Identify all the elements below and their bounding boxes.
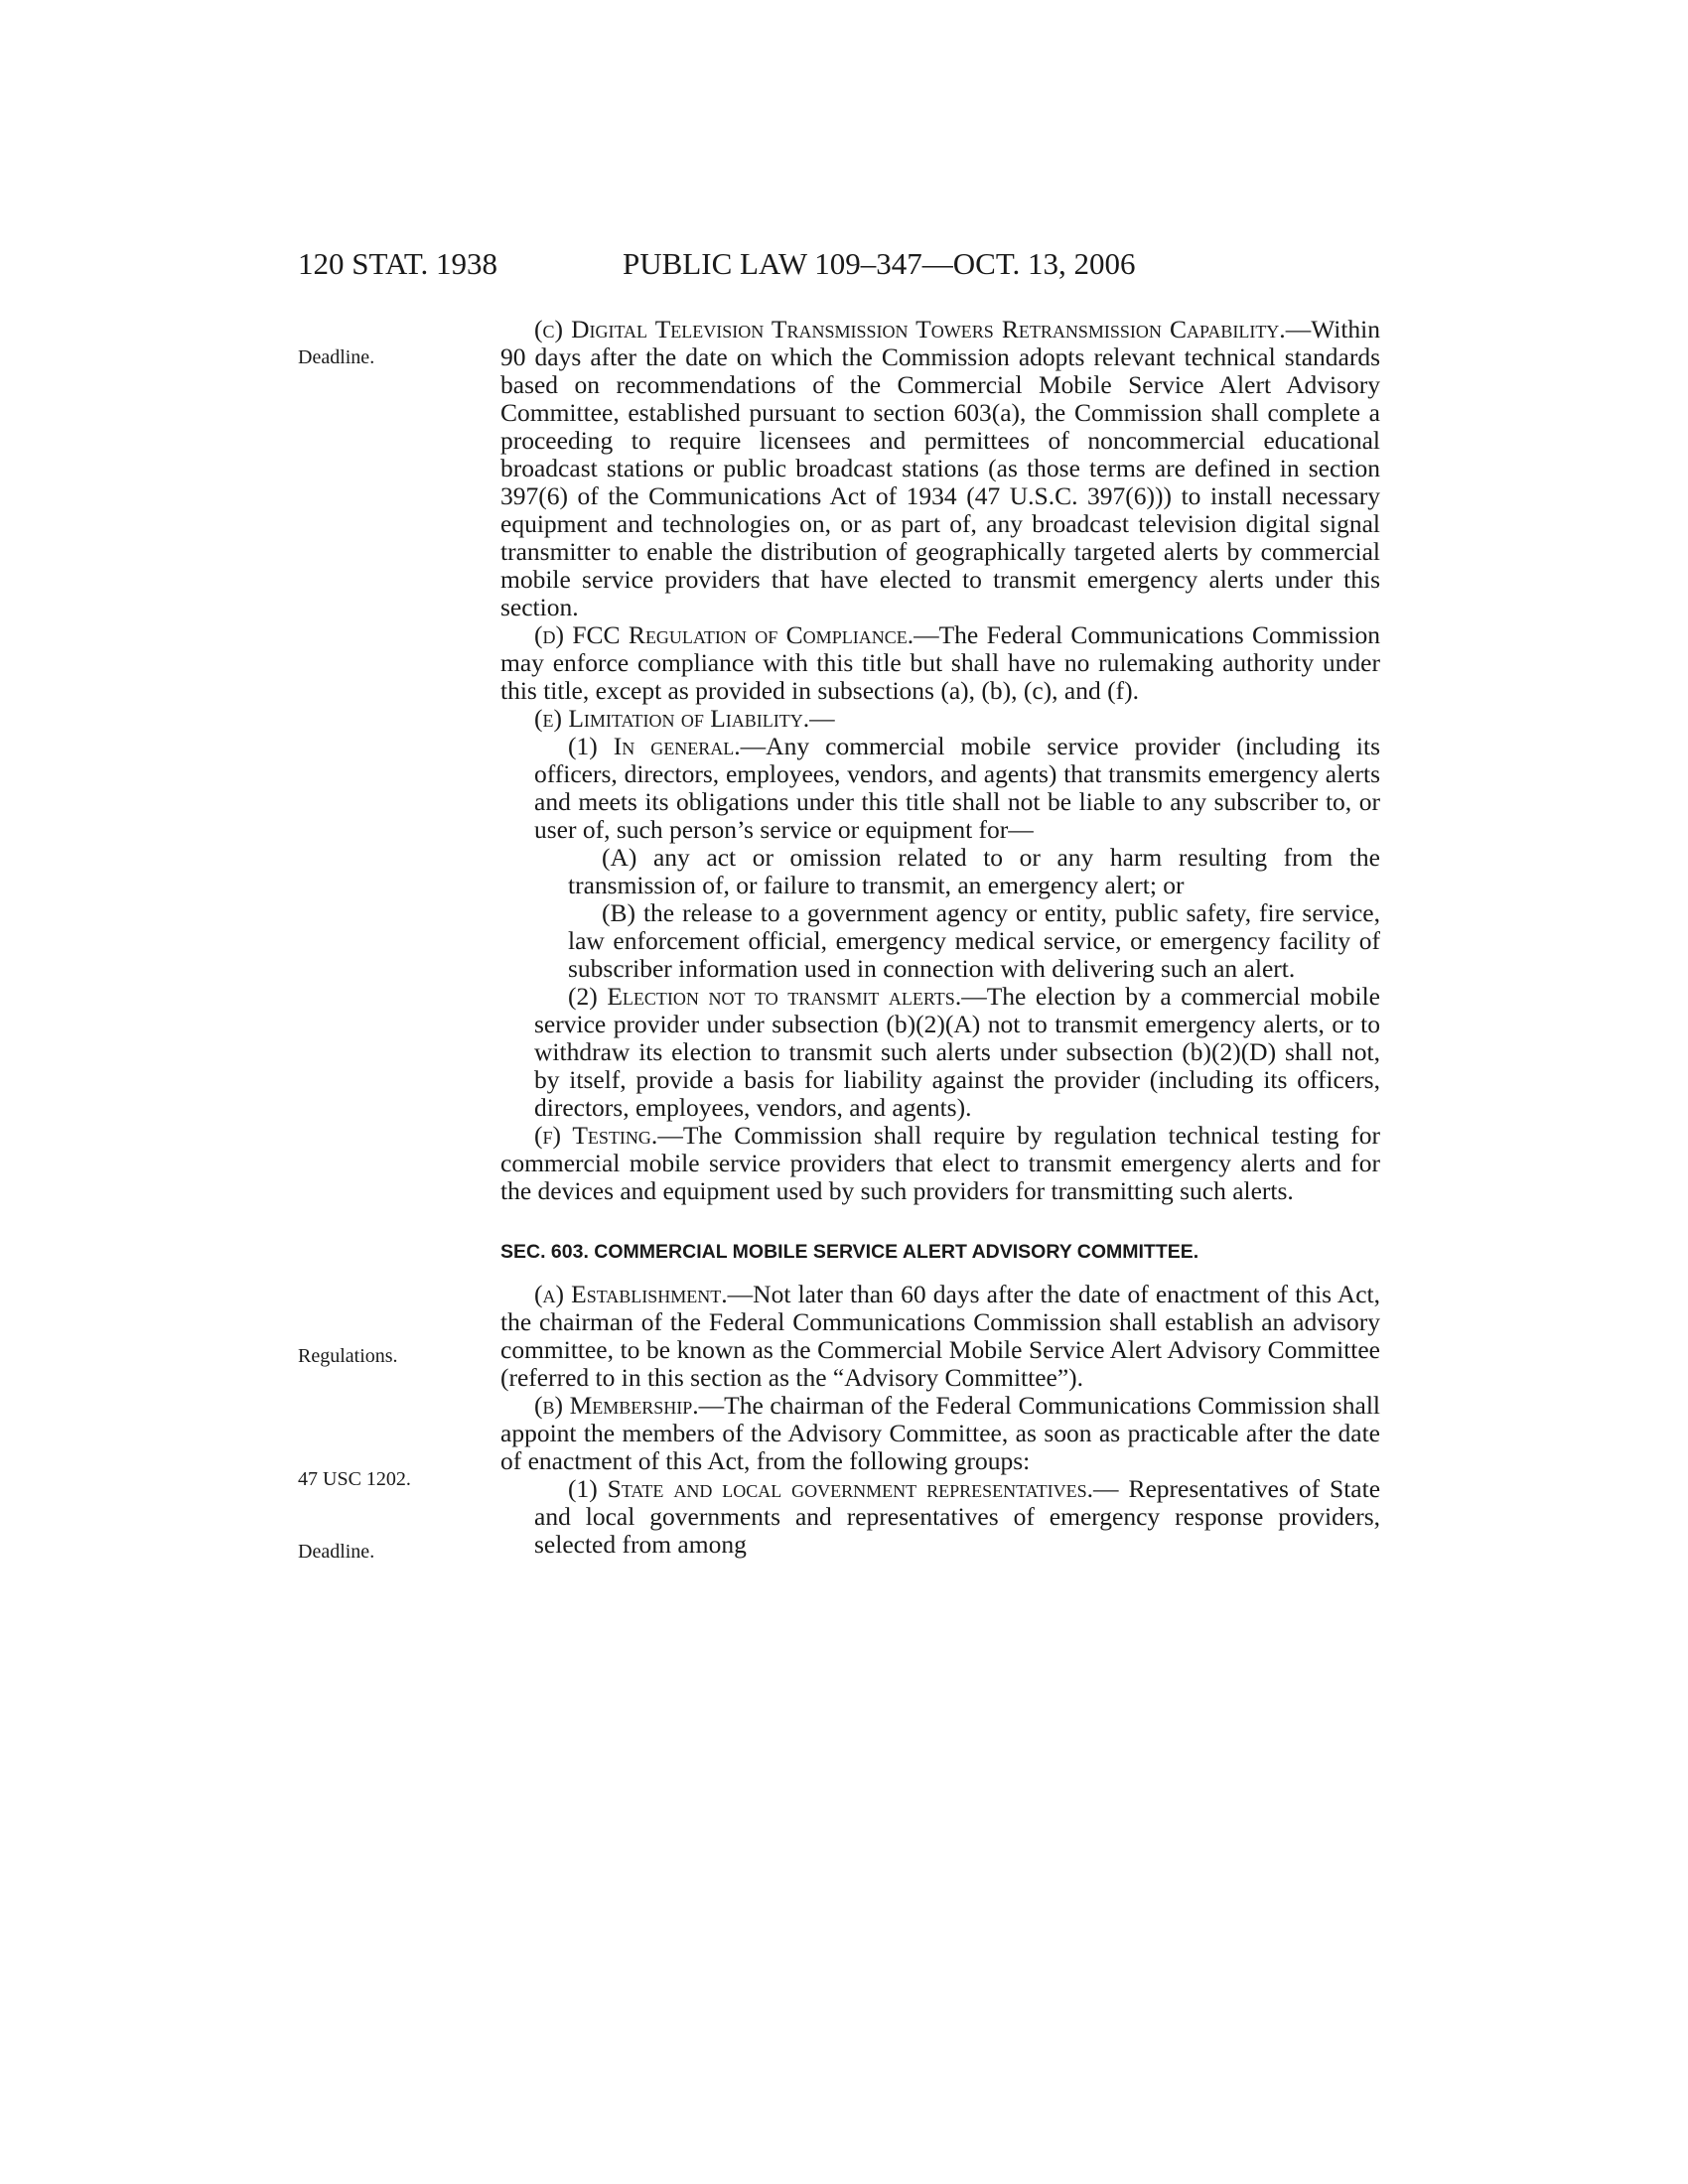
margin-note-deadline: Deadline. — [298, 346, 375, 368]
subsection-b-text: —The chairman of the Federal Communications Commission shall appoint the members of the Advisory Committee, as soon as practicable after the date of enactment of this Act, from the following groups: — [500, 1391, 1380, 1475]
margin-note-regulations: Regulations. — [298, 1345, 398, 1367]
subsection-c-heading: (c) Digital Television Transmission Towers Retransmission Capability. — [534, 315, 1286, 343]
stat-page-number: 120 STAT. 1938 — [298, 246, 498, 281]
subsection-c-text: —Within 90 days after the date on which the Commission adopts relevant technical standards based on recommendations of the Commercial Mobile Service Alert Advisory Committee, established pursuant to section 603(a), the Commission shall complete a proceeding to require licensees and permittees of noncommercial educational broadcast stations or public broadcast stations (as those terms are defined in section 397(6) of the Communications Act of 1934 (47 U.S.C. 397(6))) to install necessary equipment and technologies on, or as part of, any broadcast television digital signal transmitter to enable the distribution of geographically targeted alerts by commercial mobile service providers that have elected to transmit emergency alerts under this section. — [500, 315, 1380, 621]
paragraph-b-1-heading: (1) State and local government representatives. — [568, 1474, 1094, 1503]
subsection-b-heading: (b) Membership. — [534, 1391, 699, 1420]
paragraph-e-2-heading: (2) Election not to transmit alerts. — [568, 982, 962, 1011]
subparagraph-e-1-b: (B) the release to a government agency or entity, public safety, fire service, law enforcement official, emergency medical service, or emergency facility of subscriber information used in connection with delivering such an alert. — [568, 898, 1380, 983]
subsection-d-heading: (d) FCC Regulation of Compliance. — [534, 620, 914, 649]
subsection-d — [500, 621, 1380, 705]
section-603-heading: SEC. 603. COMMERCIAL MOBILE SERVICE ALERT ADVISORY COMMITTEE. — [500, 1241, 1199, 1263]
subsection-a-heading: (a) Establishment. — [534, 1280, 728, 1308]
public-law-title: PUBLIC LAW 109–347—OCT. 13, 2006 — [623, 246, 1136, 281]
subsection-f — [500, 1122, 1380, 1205]
paragraph-e-1-heading: (1) In general. — [568, 732, 741, 760]
subsection-f-heading: (f) Testing. — [534, 1121, 658, 1150]
paragraph-e-1-text: —Any commercial mobile service provider (including its officers, directors, employees, vendors, and agents) that transmits emergency alerts and meets its obligations under this title shall not be liable to any subscriber to, or user of, such person’s service or equipment for— — [534, 732, 1380, 844]
section-603-paragraph-b-1 — [500, 1475, 1380, 1559]
section-603-subsection-a — [500, 1281, 1380, 1392]
margin-note-deadline-2: Deadline. — [298, 1541, 375, 1563]
subsection-c — [500, 316, 1380, 621]
paragraph-e-1 — [500, 733, 1380, 844]
paragraph-e-2-text: —The election by a commercial mobile service provider under subsection (b)(2)(A) not to transmit emergency alerts, or to withdraw its election to transmit such alerts under subsection (b)(2)(D) shall not, by itself, provide a basis for liability against the provider (including its officers, directors, employees, vendors, and agents). — [534, 982, 1380, 1122]
margin-note-usc: 47 USC 1202. — [298, 1468, 411, 1490]
paragraph-b-1-text: — Representatives of State and local governments and representatives of emergency response providers, selected from among — [534, 1474, 1381, 1559]
statute-body — [500, 316, 1380, 1559]
subsection-f-text: —The Commission shall require by regulation technical testing for commercial mobile service providers that elect to transmit emergency alerts and for the devices and equipment used by such providers for transmitting such alerts. — [500, 1121, 1381, 1205]
subsection-a-text: —Not later than 60 days after the date of enactment of this Act, the chairman of the Federal Communications Commission shall establish an advisory committee, to be known as the Commercial Mobile Service Alert Advisory Committee (referred to in this section as the “Advisory Committee”). — [500, 1280, 1380, 1392]
subparagraph-e-1-a: (A) any act or omission related to or any harm resulting from the transmission of, or failure to transmit, an emergency alert; or — [568, 843, 1380, 899]
section-603-subsection-b — [500, 1392, 1380, 1475]
paragraph-e-2 — [500, 983, 1380, 1122]
subsection-d-text: —The Federal Communications Commission may enforce compliance with this title but shall have no rulemaking authority under this title, except as provided in subsections (a), (b), (c), and (f). — [500, 620, 1380, 705]
subsection-e-heading: (e) Limitation of Liability.— — [534, 704, 835, 733]
